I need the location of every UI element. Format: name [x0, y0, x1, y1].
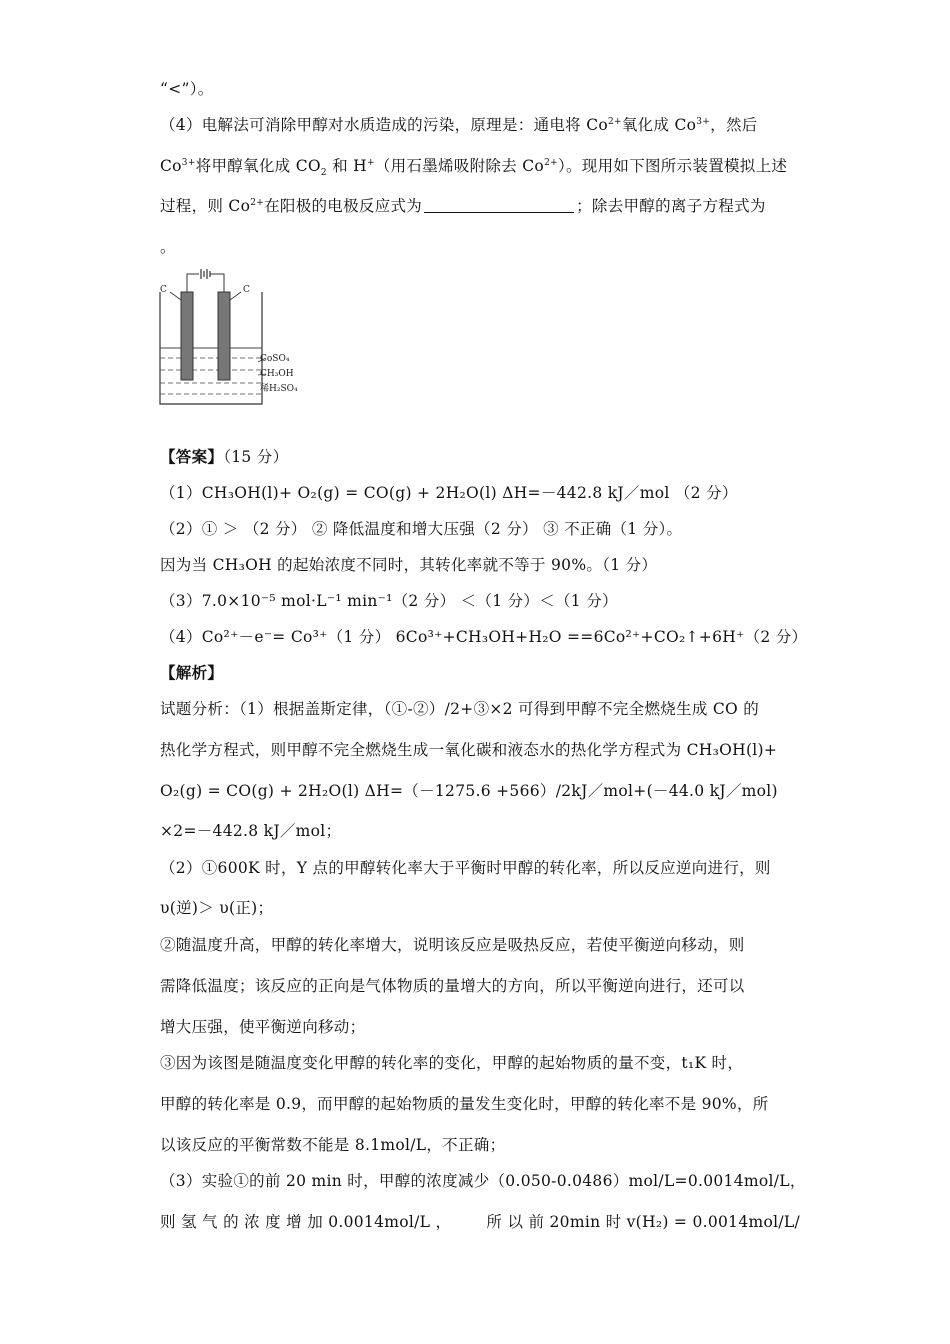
- solution-label-ch3oh: CH₃OH: [260, 369, 294, 379]
- analysis-line: 热化学方程式，则甲醇不完全燃烧生成一氧化碳和液态水的热化学方程式为 CH₃OH(l)+: [160, 741, 778, 759]
- answer-line-2: （2）① ＞ （2 分） ② 降低温度和增大压强（2 分） ③ 不正确（1 分）。: [160, 520, 683, 538]
- analysis-line: （2）①600K 时，Y 点的甲醇转化率大于平衡时甲醇的转化率，所以反应逆向进行，则: [160, 859, 771, 877]
- analysis-line: ×2=－442.8 kJ／mol；: [160, 822, 342, 840]
- analysis-line: ③因为该图是随温度变化甲醇的转化率的变化，甲醇的起始物质的量不变，t₁K 时，: [160, 1054, 744, 1072]
- analysis-line: 增大压强，使平衡逆向移动；: [160, 1018, 366, 1036]
- text-line: 。: [160, 238, 176, 256]
- analysis-line: υ(逆)＞ υ(正)；: [160, 899, 274, 917]
- answer-blank: [424, 196, 574, 213]
- analysis-line: 则 氢 气 的 浓 度 增 加 0.0014mol/L ， 所 以 前 20min 时 v(H₂) = 0.0014mol/L/: [160, 1213, 800, 1231]
- analysis-line: ②随温度升高，甲醇的转化率增大，说明该反应是吸热反应，若使平衡逆向移动，则: [160, 936, 745, 954]
- answer-line-5: （4）Co²⁺－e⁻= Co³⁺（1 分） 6Co³⁺+CH₃OH+H₂O ==6Co²⁺+CO₂↑+6H⁺（2 分）: [160, 628, 808, 646]
- solution-label-h2so4: 稀H₂SO₄: [260, 384, 298, 394]
- electrolysis-apparatus-diagram: [150, 262, 320, 412]
- answer-line-4: （3）7.0×10⁻⁵ mol·L⁻¹ min⁻¹（2 分） ＜（1 分）＜（1 分）: [160, 592, 618, 610]
- question-4-line-2: $Co^{3+}$将甲醇氧化成 $CO_2$ 和 H+（用石墨烯吸附除去 $Co^{2+}$）。现用如下图所示装置模拟上述: [160, 157, 788, 179]
- text-line: “<”）。: [160, 80, 214, 98]
- analysis-heading: 【解析】: [160, 663, 224, 682]
- analysis-line: 甲醇的转化率是 0.9，而甲醇的起始物质的量发生变化时，甲醇的转化率不是 90%，所: [160, 1095, 769, 1113]
- answer-heading: 【答案】（15 分）: [160, 447, 289, 466]
- electrode-label-left: C: [160, 285, 167, 295]
- analysis-line: （3）实验①的前 20 min 时，甲醇的浓度减少（0.050-0.0486）mol/L=0.0014mol/L，: [160, 1172, 806, 1190]
- answer-line-3: 因为当 CH₃OH 的起始浓度不同时，其转化率就不等于 90%。（1 分）: [160, 556, 658, 574]
- analysis-line: 以该反应的平衡常数不能是 8.1mol/L，不正确；: [160, 1136, 506, 1154]
- analysis-line: 需降低温度；该反应的正向是气体物质的量增大的方向，所以平衡逆向进行，还可以: [160, 977, 745, 995]
- solution-label-coso4: CoSO₄: [260, 354, 290, 364]
- answer-line-1: （1）CH₃OH(l)+ O₂(g) = CO(g) + 2H₂O(l) ΔH=－442.8 kJ／mol （2 分）: [160, 484, 738, 502]
- analysis-line: O₂(g) = CO(g) + 2H₂O(l) ΔH=（－1275.6 +566）/2kJ／mol+(－44.0 kJ／mol): [160, 782, 778, 800]
- electrode-label-right: C: [243, 285, 250, 295]
- question-4-line-1: （4）电解法可消除甲醇对水质造成的污染，原理是：通电将 $Co^{2+}$氧化成 $Co^{3+}$，然后: [160, 116, 758, 134]
- analysis-line: 试题分析：（1）根据盖斯定律，（①-②）/2+③×2 可得到甲醇不完全燃烧生成 CO 的: [160, 700, 760, 718]
- question-4-line-3: 过程，则 $Co^{2+}$在阳极的电极反应式为 ；除去甲醇的离子方程式为: [160, 197, 766, 215]
